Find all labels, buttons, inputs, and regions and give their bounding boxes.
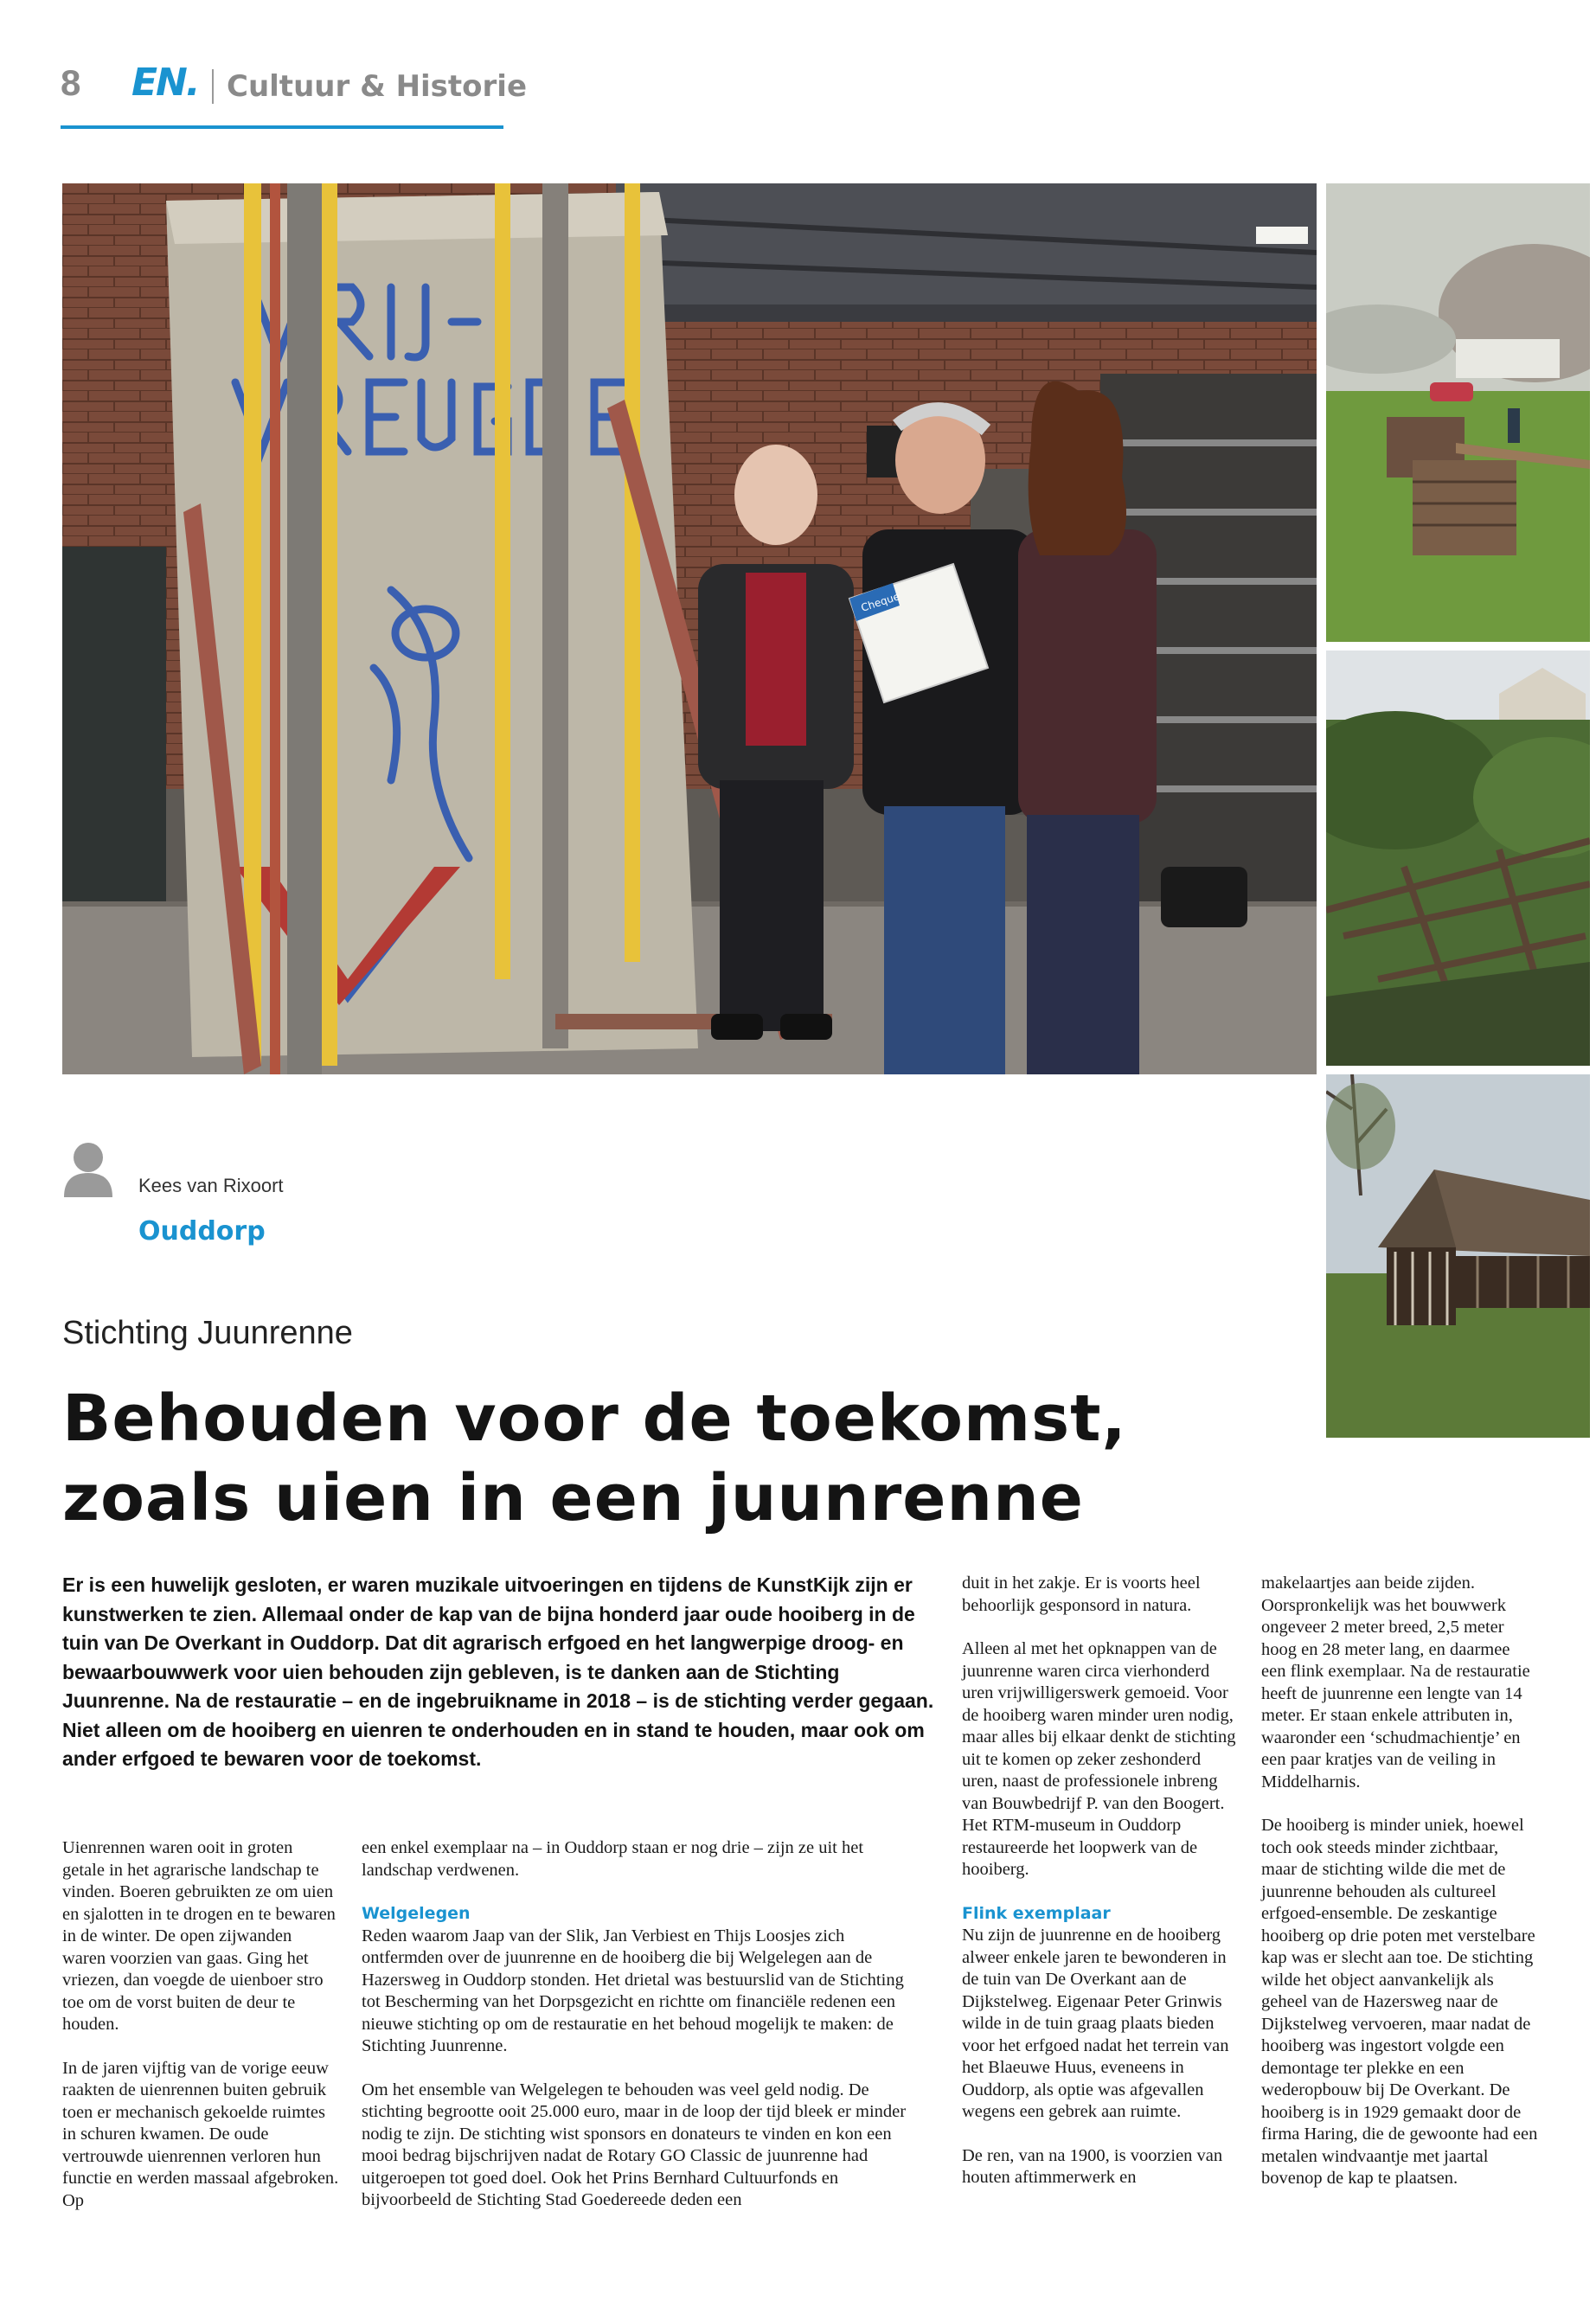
- paragraph: Alleen al met het opknappen van de juunrenne waren circa vierhonderd uren vrijwilligerswerk gemoeid. Voor de hooiberg waren minder uren nodig, maar alles bij elkaar denkt de stichting uit te komen op zeker zeshonderd uren, naast de professionele inbreng van Bouwbedrijf P. van den Boogert. Het RTM-museum in Ouddorp restaureerde het loopwerk van de hooiberg.: [962, 1639, 1236, 1879]
- paragraph: Uienrennen waren ooit in groten getale in het agrarische landschap te vinden. Boeren gebruikten ze om uien en sjalotten in te drogen en te bewaren in de winter. De open zijwanden waren voorzien van gaas. Ging het vriezen, dan voegde de uienboer stro toe om de vorst buiten de deur te houden.: [62, 1838, 336, 2034]
- collapsed-roof-illustration: [1326, 651, 1590, 1066]
- paragraph: Nu zijn de juunrenne en de hooiberg alweer enkele jaren te bewonderen in de tuin van De Overkant aan de Dijkstelweg. Eigenaar Peter Grinwis wilde in de tuin graag plaats bieden voor het erfgoed nadat het terrein van het Blaeuwe Huus, eveneens in Ouddorp, als optie was afgevallen wegens een gebrek aan ruimte.: [962, 1926, 1229, 2121]
- headline-line-2: zoals uien in een juunrenne: [62, 1461, 1084, 1535]
- paragraph: Om het ensemble van Welgelegen te behouden was veel geld nodig. De stichting begrootte ooit 25.000 euro, maar in de loop der tijd bleek er minder nodig te zijn. De stichting wist sponsors en donateurs te vinden en kon een mooi bedrag bijschrijven nadat de Rotary GO Classic de juunrenne had uitgeroepen tot goed doel. Ook het Prins Bernhard Cultuurfonds en bijvoorbeeld de Stichting Stad Goedereede deden een: [362, 2080, 907, 2209]
- side-photo-juunrenne: [1326, 1074, 1590, 1438]
- paragraph: makelaartjes aan beide zijden. Oorspronkelijk was het bouwwerk ongeveer 2 meter breed, 2,5 meter hoog en 28 meter lang, en daarmee een flink exemplaar. Na de restauratie heeft de juunrenne een lengte van 14 meter. Er staan enkele attributen in, waaronder een ‘schudmachientje’ en een paar kratjes van de veiling in Middelharnis.: [1261, 1574, 1530, 1791]
- main-photo: [62, 183, 1317, 1074]
- article-headline: [62, 1379, 1273, 1538]
- paragraph: De hooiberg is minder uniek, hoewel toch ook steeds minder zichtbaar, maar de stichting wilde die met de juunrenne behouden als cultureel erfgoed-ensemble. De zeskantige hooiberg op drie poten met verstelbare kap was er slecht aan toe. De stichting wilde het object aanvankelijk als geheel van de Hazersweg naar de Dijkstelweg vervoeren, maar nadat de hooiberg was ingestort volgde een demontage ter plekke en een wederopbouw bij De Overkant. De hooiberg is in 1929 gemaakt door de firma Haring, die de gewoonte had een metalen windvaantje met jaartal bovenop de kap te plaatsen.: [1261, 1816, 1538, 2188]
- body-column-4: [1261, 1573, 1538, 2190]
- location-label: Ouddorp: [138, 1216, 266, 1247]
- body-column-3: [962, 1573, 1239, 2189]
- juunrenne-illustration: [1326, 1074, 1590, 1438]
- subheading-welgelegen: Welgelegen: [362, 1904, 471, 1923]
- publication-logo: EN.: [131, 61, 199, 105]
- garden-illustration: [1326, 183, 1590, 642]
- header-rule: [61, 125, 503, 129]
- section-title: Cultuur & Historie: [227, 69, 528, 104]
- paragraph: duit in het zakje. Er is voorts heel behoorlijk gesponsord in natura.: [962, 1574, 1201, 1615]
- headline-line-1: Behouden voor de toekomst,: [62, 1381, 1127, 1456]
- article-kicker: Stichting Juunrenne: [62, 1315, 353, 1351]
- page-number: 8: [61, 62, 81, 103]
- body-column-2: [362, 1837, 922, 2212]
- cheque-label: Cheque: [859, 590, 901, 614]
- paragraph: De ren, van na 1900, is voorzien van houten aftimmerwerk en: [962, 2145, 1223, 2187]
- side-photo-garden: [1326, 183, 1590, 642]
- article-intro: Er is een huwelijk gesloten, er waren muzikale uitvoeringen en tijdens de KunstKijk zijn er kunstwerken te zien. Allemaal onder de kap van de bijna honderd jaar oude hooiberg in de tuin van De Overkant in Ouddorp. Dat dit agrarisch erfgoed en het langwerpige droog- en bewaarbouwwerk voor uien behouden zijn gebleven, is te danken aan de Stichting Juunrenne. Na de restauratie – en de ingebruikname in 2018 – is de stichting verder gegaan. Niet alleen om de hooiberg en uienren te onderhouden en in stand te houden, maar ook om ander erfgoed te bewaren voor de toekomst.: [62, 1574, 934, 1770]
- paragraph: een enkel exemplaar na – in Ouddorp staan er nog drie – zijn ze uit het landschap verdwenen.: [362, 1838, 864, 1880]
- header-separator: [212, 69, 214, 104]
- author-avatar-icon: [62, 1140, 114, 1197]
- paragraph: Reden waarom Jaap van der Slik, Jan Verbiest en Thijs Loosjes zich ontfermden over de juunrenne en de hooiberg die bij Welgelegen aan de Hazersweg in Ouddorp stonden. Het drietal was bestuurslid van de Stichting tot Bescherming van het Dorpsgezicht en richtte om financiële redenen een nieuwe stichting op om de restauratie en het behoud mogelijk te maken: de Stichting Juunrenne.: [362, 1926, 904, 2055]
- author-name: Kees van Rixoort: [138, 1175, 284, 1196]
- side-photo-collapsed-roof: [1326, 651, 1590, 1066]
- body-column-1: [62, 1837, 339, 2212]
- paragraph: In de jaren vijftig van de vorige eeuw raakten de uienrennen buiten gebruik toen er mechanisch gekoelde ruimtes in schuren kwamen. De oude vertrouwde uienrennen verloren hun functie en werden massaal afgebroken. Op: [62, 2058, 339, 2210]
- workshop-scene-illustration: [62, 183, 1317, 1074]
- subheading-flink-exemplaar: Flink exemplaar: [962, 1903, 1111, 1923]
